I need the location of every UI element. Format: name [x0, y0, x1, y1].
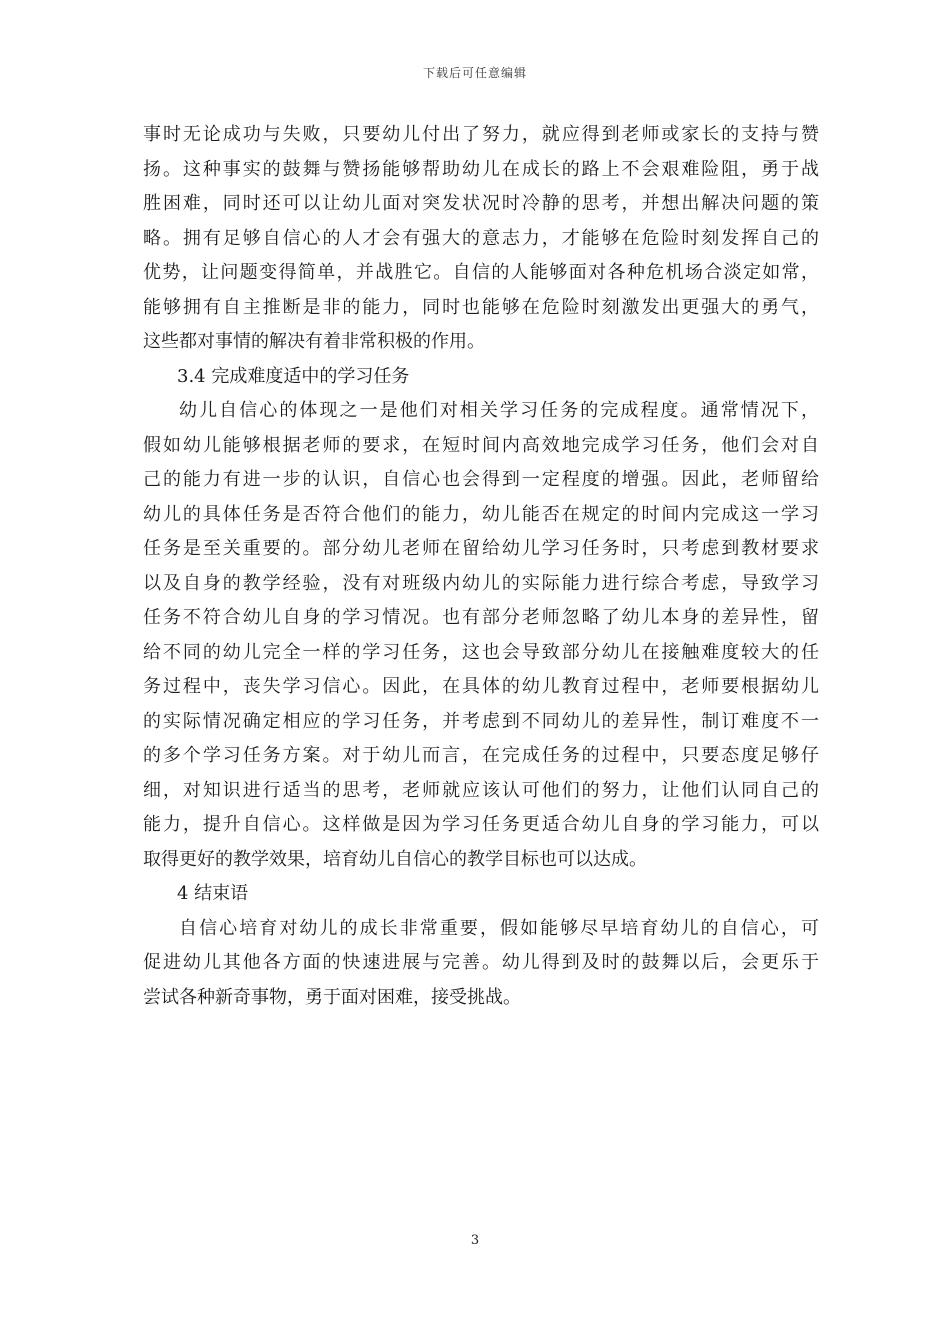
text-line: 取得更好的教学效果，培育幼儿自信心的教学目标也可以达成。: [143, 848, 647, 870]
text-line: 事时无论成功与失败，只要幼儿付出了努力，就应得到老师或家长的支持与赞: [143, 124, 819, 145]
header-note: 下载后可任意编辑: [422, 66, 527, 80]
text-line: 能够拥有自主推断是非的能力，同时也能够在危险时刻激发出更强大的勇气，: [143, 296, 819, 318]
text-line: 己的能力有进一步的认识，自信心也会得到一定程度的增强。因此，老师留给: [143, 469, 819, 490]
text-line: 扬。这种事实的鼓舞与赞扬能够帮助幼儿在成长的路上不会艰难险阻，勇于战: [143, 158, 819, 180]
text-line: 幼儿的具体任务是否符合他们的能力，幼儿能否在规定的时间内完成这一学习: [143, 503, 819, 525]
text-line: 略。拥有足够自信心的人才会有强大的意志力，才能够在危险时刻发挥自己的: [143, 227, 819, 249]
text-line: 尝试各种新奇事物，勇于面对困难，接受挑战。: [143, 986, 521, 1008]
text-line: 能力，提升自信心。这样做是因为学习任务更适合幼儿自身的学习能力，可以: [143, 814, 819, 835]
text-line: 自信心培育对幼儿的成长非常重要，假如能够尽早培育幼儿的自信心，可: [179, 917, 819, 939]
text-line: 以及自身的教学经验，没有对班级内幼儿的实际能力进行综合考虑，导致学习: [143, 572, 819, 594]
section-heading-3-4: 3.4 完成难度适中的学习任务: [177, 365, 410, 387]
text-line: 优势，让问题变得简单，并战胜它。自信的人能够面对各种危机场合淡定如常，: [143, 262, 819, 283]
section-heading-4: 4 结束语: [177, 883, 249, 904]
text-line: 细，对知识进行适当的思考，老师就应该认可他们的努力，让他们认同自己的: [143, 779, 819, 801]
paragraph-continuation: [143, 118, 819, 360]
paragraph-section-4: [143, 912, 819, 1016]
paragraph-section-3-4: [143, 394, 819, 877]
text-line: 假如幼儿能够根据老师的要求，在短时间内高效地完成学习任务，他们会对自: [143, 434, 819, 456]
page-number: 3: [470, 1233, 480, 1248]
text-line: 给不同的幼儿完全一样的学习任务，这也会导致部分幼儿在接触难度较大的任: [143, 641, 819, 663]
text-line: 任务是至关重要的。部分幼儿老师在留给幼儿学习任务时，只考虑到教材要求: [143, 538, 819, 559]
text-line: 的多个学习任务方案。对于幼儿而言，在完成任务的过程中，只要态度足够仔: [143, 745, 819, 766]
text-line: 胜困难，同时还可以让幼儿面对突发状况时冷静的思考，并想出解决问题的策: [143, 193, 819, 214]
text-line: 务过程中，丧失学习信心。因此，在具体的幼儿教育过程中，老师要根据幼儿: [143, 676, 819, 697]
text-line: 任务不符合幼儿自身的学习情况。也有部分老师忽略了幼儿本身的差异性，留: [143, 607, 819, 628]
text-line: 这些都对事情的解决有着非常积极的作用。: [143, 331, 485, 352]
text-line: 幼儿自信心的体现之一是他们对相关学习任务的完成程度。通常情况下，: [179, 400, 819, 421]
text-line: 促进幼儿其他各方面的快速进展与完善。幼儿得到及时的鼓舞以后，会更乐于: [143, 952, 819, 973]
document-body: [143, 118, 819, 1015]
text-line: 的实际情况确定相应的学习任务，并考虑到不同幼儿的差异性，制订难度不一: [143, 710, 819, 732]
